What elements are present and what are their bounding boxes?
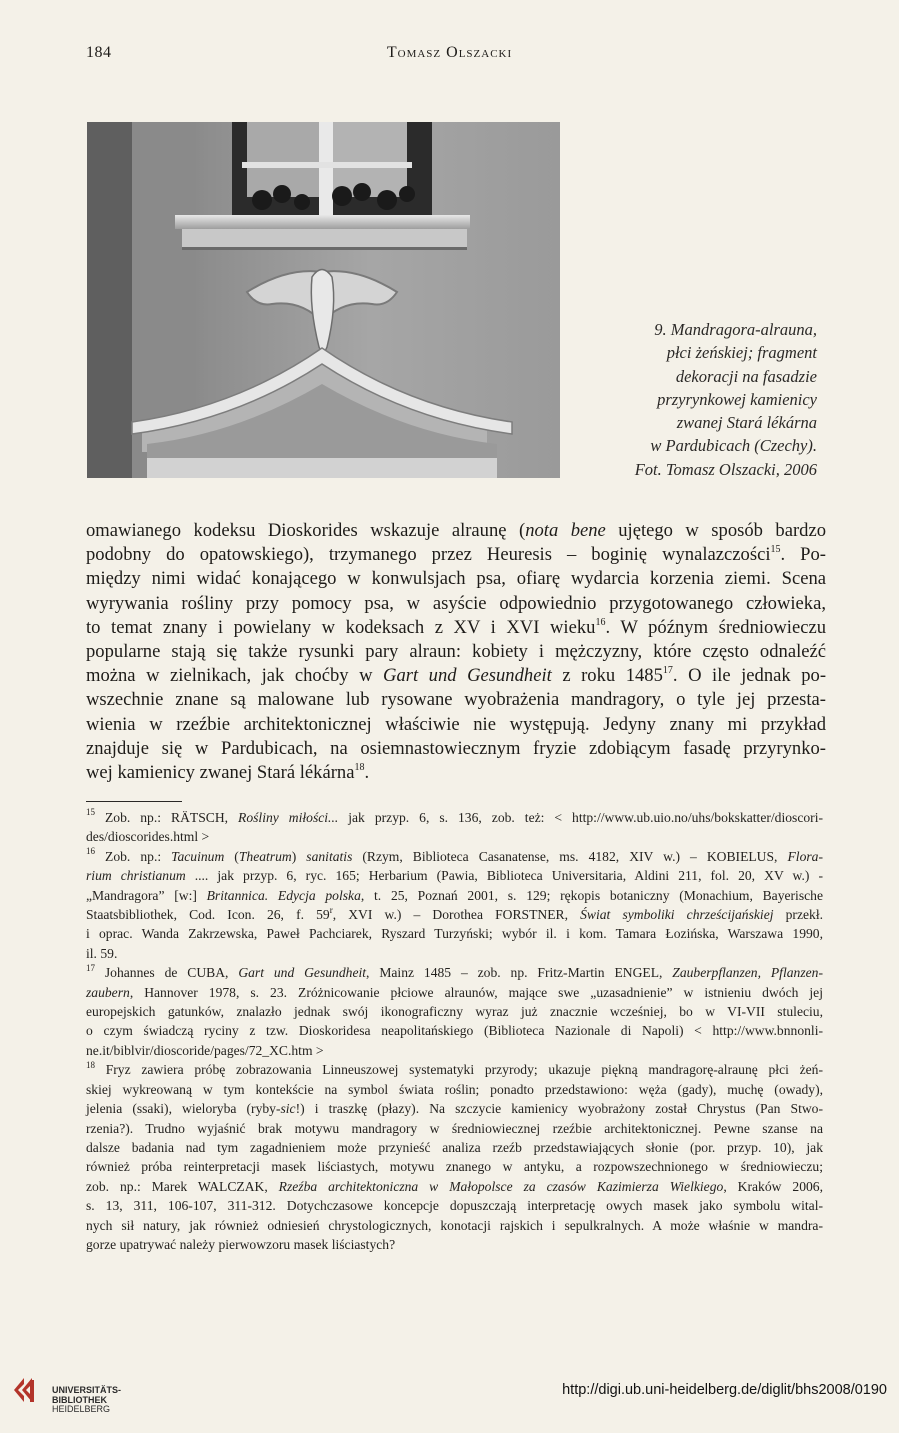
italic-text: Rośliny miłości... bbox=[238, 810, 339, 825]
text-run: jelenia (ssaki), wieloryba (ryby- bbox=[86, 1101, 281, 1117]
caption-line: Fot. Tomasz Olszacki, 2006 bbox=[634, 459, 817, 479]
footnote-line bbox=[86, 1060, 823, 1079]
text-run: wszechnie znane są malowane lub rysowane wyobrażenia mandragory, o tyle jej przesta- bbox=[86, 689, 826, 711]
logo-line: UNIVERSITÄTS- bbox=[52, 1385, 122, 1395]
text-run: wienia w rzeźbie architektonicznej właściwie nie występują. Jedyny znany mi przykład bbox=[86, 713, 826, 735]
body-line bbox=[86, 616, 826, 640]
body-line bbox=[86, 519, 826, 543]
text-run: wej kamienicy zwanej Stará lékárna bbox=[86, 762, 355, 784]
text-run: il. 59. bbox=[86, 945, 118, 961]
text-run: rzenia?). Trudno wyjaśnić brak motywu mandragory w średniowiecznej rzeźbie architektonicznej. Pewne szanse na bbox=[86, 1120, 823, 1136]
library-logo-icon bbox=[10, 1372, 40, 1408]
footnote-line bbox=[86, 1021, 823, 1040]
italic-text: Rzeźba architektoniczna w Małopolsce za czasów Kazimierza Wielkiego bbox=[278, 1178, 724, 1194]
italic-text: sic bbox=[280, 1101, 296, 1117]
footnote-reference: 15 bbox=[770, 544, 781, 556]
text-run: jak przyp. 6, s. 136, zob. też: < http://www.ub.uio.no/uhs/bokskatter/dioscori- bbox=[338, 810, 823, 825]
footnote-line bbox=[86, 1041, 823, 1060]
text-run: i oprac. Wanda Zakrzewska, Paweł Pachciarek, Ryszard Turzyński; wybór il. i kom. Tamara Łozińska, Warszawa 1990, bbox=[86, 926, 823, 942]
text-run: europejskich gatunków, znalazło jednak swój ikonograficzny wyraz już znacznie wcześniej, bo w VI-VII stuleciu, bbox=[86, 1004, 823, 1020]
logo-line: HEIDELBERG bbox=[52, 1404, 111, 1414]
body-line bbox=[86, 592, 826, 616]
body-line bbox=[86, 737, 826, 761]
footnote-line bbox=[86, 1138, 823, 1157]
text-run: Fryz zawiera próbę zobrazowania Linneuszowej systematyki przyrody; ukazuje piękną mandragorę-alraunę płci żeń- bbox=[95, 1062, 823, 1078]
text-run: , t. 25, Poznań 2001, s. 129; rękopis botaniczny (Monachium, Bayerische bbox=[360, 887, 823, 903]
text-run: skiej wykreowaną w tym kontekście na symbol świata roślin; ponadto przedstawiono: węża (gady), muchę (owady), bbox=[86, 1081, 823, 1097]
footnote-line bbox=[86, 963, 823, 982]
footnote-line bbox=[86, 808, 823, 827]
footnotes bbox=[86, 808, 823, 1254]
footnote-reference: 15 bbox=[86, 807, 95, 818]
text-run: również próba reinterpretacji masek liściastych, motywu znanego w antyku, a rozpowszechnionego w średniowieczu; bbox=[86, 1159, 823, 1175]
facade-photo-image bbox=[87, 122, 560, 478]
footnote-reference: 16 bbox=[595, 616, 606, 628]
text-run: przekł. bbox=[773, 907, 823, 923]
page-number: 184 bbox=[86, 44, 112, 61]
text-run: !) i traszkę (płazy). Na szczycie kamienicy wyobrażony został Chrystus (Pan Stwo- bbox=[295, 1101, 823, 1117]
text-run: nych sił natury, jak również odniesień chrystologicznych, konotacji rajskich i sepulkralnych. A może właśnie w mandra- bbox=[86, 1217, 823, 1233]
text-run: podobny do opatowskiego), trzymanego przez Heuresis – boginię wynalazczości bbox=[86, 544, 771, 566]
footnote-line bbox=[86, 1235, 823, 1254]
body-line bbox=[86, 688, 826, 712]
text-run: , Kraków 2006, bbox=[723, 1178, 823, 1194]
text-run: , XVI w.) – Dorothea FORSTNER, bbox=[332, 907, 581, 923]
library-logo-text bbox=[52, 1386, 121, 1415]
footnote-line bbox=[86, 1157, 823, 1176]
footnote-line bbox=[86, 1080, 823, 1099]
text-run: , Hannover 1978, s. 23. Zróżnicowanie płciowe alraunów, mające swe „uzasadnienie” w istnieniu dwóch jej bbox=[129, 984, 823, 1000]
footnote-line bbox=[86, 866, 823, 885]
footnote-reference: 18 bbox=[86, 1059, 95, 1070]
text-run: o czym świadczą ryciny z tzw. Dioskoridesa neapolitańskiego (Biblioteca Nazionale di Napoli) < http://www.bnnonli- bbox=[86, 1023, 823, 1039]
text-run: między nimi widać konającego w konwulsjach psa, ofiarę wydarcia korzenia ziemi. Scena bbox=[86, 568, 826, 590]
footnote-line bbox=[86, 983, 823, 1002]
italic-text: Tacuinum bbox=[171, 848, 225, 864]
text-run: ne.it/biblvir/dioscoride/pages/72_XC.htm > bbox=[86, 1042, 324, 1058]
text-run: „Mandragora” [w:] bbox=[86, 887, 207, 903]
caption-line: dekoracji na fasadzie bbox=[675, 366, 817, 386]
body-paragraph bbox=[86, 519, 826, 785]
text-run: zob. np.: Marek WALCZAK, bbox=[86, 1178, 279, 1194]
text-run: można w zielnikach, jak choćby w bbox=[86, 665, 384, 687]
footnote-line bbox=[86, 847, 823, 866]
figure-photo bbox=[87, 122, 560, 478]
footnote-line bbox=[86, 886, 823, 905]
caption-line: zwanej Stará lékárna bbox=[676, 413, 817, 433]
footnote-line bbox=[86, 1196, 823, 1215]
running-title-author: Tomasz Olszacki bbox=[386, 44, 513, 61]
footnote-reference: 16 bbox=[86, 846, 95, 857]
page-footer bbox=[0, 1368, 899, 1433]
italic-text: Theatrum bbox=[238, 848, 292, 864]
text-run: . W późnym średniowieczu bbox=[605, 616, 826, 638]
footnote-line bbox=[86, 905, 823, 924]
text-run: Zob. np.: RÄTSCH, bbox=[95, 810, 239, 825]
source-url-link[interactable]: http://digi.ub.uni-heidelberg.de/diglit/bhs2008/0190 bbox=[562, 1382, 887, 1398]
footnote-reference: 17 bbox=[662, 665, 673, 677]
italic-text: Gart und Gesundheit bbox=[238, 965, 367, 981]
text-run: des/dioscorides.html > bbox=[86, 829, 210, 845]
footnote-line bbox=[86, 1099, 823, 1118]
footnote-line bbox=[86, 924, 823, 943]
text-run: ujętego w sposób bardzo bbox=[605, 520, 827, 541]
footnote-line bbox=[86, 944, 823, 963]
caption-line: płci żeńskiej; fragment bbox=[666, 343, 817, 363]
body-line bbox=[86, 543, 826, 567]
text-run: Johannes de CUBA, bbox=[95, 965, 239, 981]
footnote-line bbox=[86, 1119, 823, 1138]
footnote-line bbox=[86, 1216, 823, 1235]
footnote-line bbox=[86, 827, 823, 846]
text-run: ) bbox=[291, 848, 307, 864]
text-run: popularne stają się także rysunki pary alraun: kobiety i mężczyzny, które często odnaleźć bbox=[86, 641, 826, 663]
text-run: . O ile jednak po- bbox=[672, 665, 827, 687]
text-run: ( bbox=[224, 848, 239, 864]
footnote-line bbox=[86, 1002, 823, 1021]
italic-text: Zauberpflanzen, Pflanzen- bbox=[672, 965, 823, 981]
text-run: to temat znany i powielany w kodeksach z XV i XVI wieku bbox=[86, 616, 596, 638]
text-run: wyrywania rośliny przy pomocy psa, w asyście odpowiednio przygotowanego człowieka, bbox=[86, 592, 826, 614]
italic-text: Świat symboliki chrześcijańskiej bbox=[580, 907, 774, 923]
italic-text: Flora- bbox=[787, 848, 823, 864]
text-run: . Po- bbox=[780, 544, 826, 566]
body-line bbox=[86, 664, 826, 688]
caption-line: w Pardubicach (Czechy). bbox=[650, 436, 817, 456]
footnote-line bbox=[86, 1177, 823, 1196]
text-run: Zob. np.: bbox=[95, 848, 172, 864]
text-run: gorze upatrywać należy pierwowzoru masek liściastych? bbox=[86, 1236, 396, 1252]
italic-text: rium christianum bbox=[86, 868, 186, 884]
text-run: Staatsbibliothek, Cod. Icon. 26, f. 59 bbox=[86, 907, 330, 923]
italic-text: Britannica. Edycja polska bbox=[206, 887, 361, 903]
text-run: .... jak przyp. 6, ryc. 165; Herbarium (Pawia, Biblioteca Universitaria, Aldini 211, fol. 20, XV w.) - bbox=[185, 868, 823, 884]
italic-text: Gart und Gesundheit bbox=[383, 665, 552, 687]
body-line bbox=[86, 567, 826, 591]
figure-caption bbox=[585, 318, 817, 481]
text-run: znajduje się w Pardubicach, na osiemnastowiecznym fryzie zdobiącym fasadę przyrynko- bbox=[86, 737, 826, 759]
italic-text: zaubern bbox=[86, 984, 130, 1000]
text-run: dalsze badania nad tym zagadnieniem może przynieść analiza rzeźb przedstawiających słonie (por. przyp. 10), jak bbox=[86, 1139, 823, 1155]
footnote-reference: 17 bbox=[86, 962, 95, 973]
footnote-separator bbox=[86, 801, 182, 802]
text-run: . bbox=[364, 762, 370, 784]
text-run: z roku 1485 bbox=[551, 665, 663, 687]
footnote-reference: r bbox=[329, 904, 333, 915]
body-line bbox=[86, 761, 826, 785]
text-run: , Mainz 1485 – zob. np. Fritz-Martin ENGEL, bbox=[366, 965, 673, 981]
italic-text: nota bene bbox=[525, 520, 606, 541]
caption-line: przyrynkowej kamienicy bbox=[657, 389, 817, 409]
footnote-reference: 18 bbox=[354, 761, 365, 773]
text-run: omawianego kodeksu Dioskorides wskazuje alraunę ( bbox=[86, 520, 526, 541]
text-run: (Rzym, Biblioteca Casanatense, ms. 4182, XIV w.) – KOBIELUS, bbox=[352, 848, 788, 864]
body-line bbox=[86, 713, 826, 737]
italic-text: sanitatis bbox=[306, 848, 353, 864]
text-run: s. 13, 311, 106-107, 311-312. Dotychczasowe koncepcje dopuszczają interpretację owych masek jako symbolu wital- bbox=[86, 1198, 823, 1214]
logo-line: BIBLIOTHEK bbox=[52, 1394, 107, 1405]
body-line bbox=[86, 640, 826, 664]
caption-line: 9. Mandragora-alrauna, bbox=[654, 320, 817, 339]
